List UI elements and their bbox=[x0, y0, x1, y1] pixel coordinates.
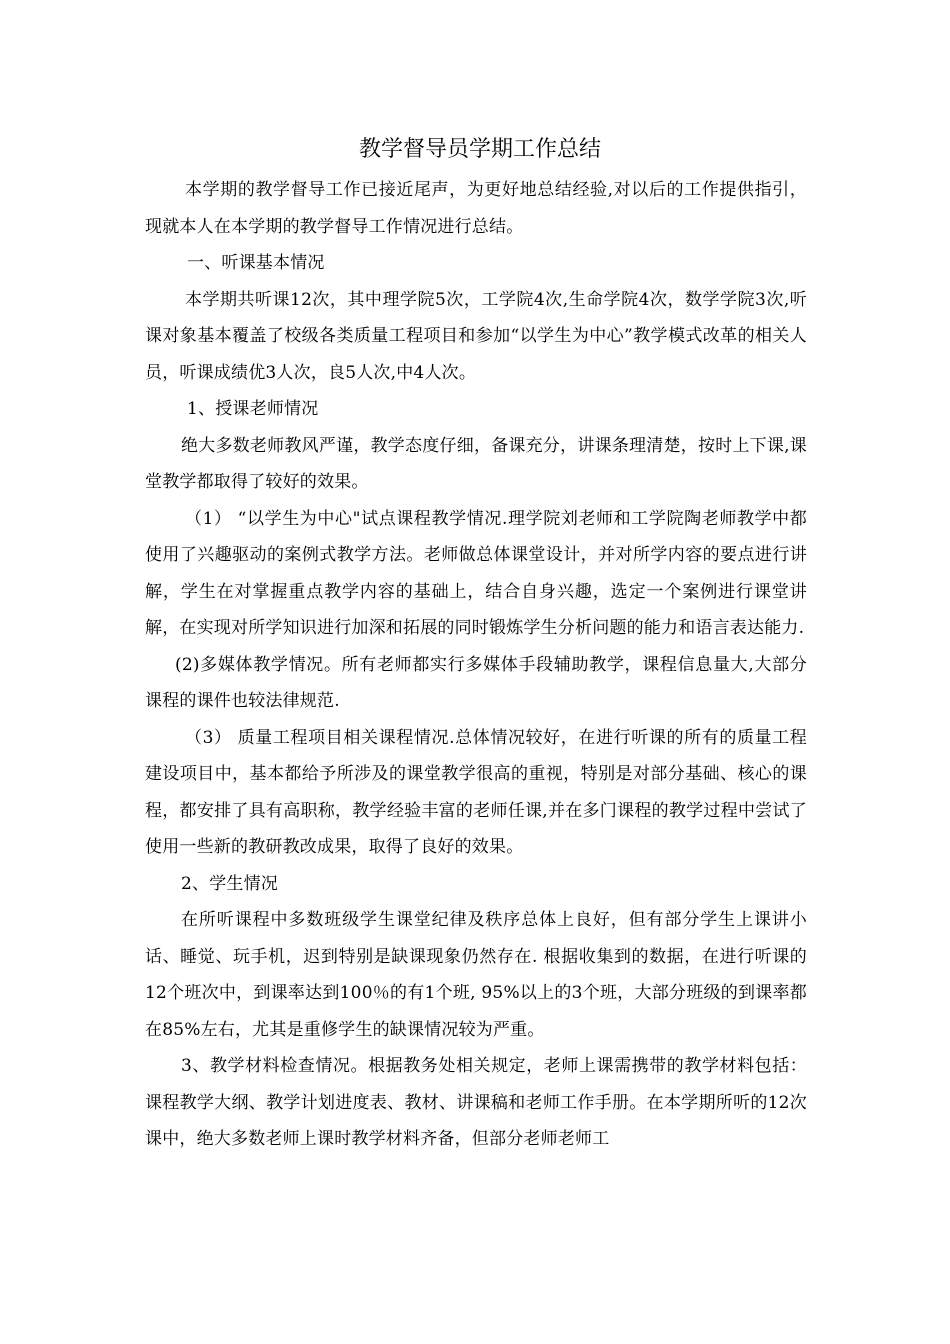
subheading-student-situation: 2、学生情况 bbox=[181, 873, 279, 894]
student-situation-paragraph: 在所听课程中多数班级学生课堂纪律及秩序总体上良好，但有部分学生上课讲小话、睡觉、玩手机，迟到特别是缺课现象仍然存在. 根据收集到的数据，在进行听课的12个班次中，到课率达到100％的有1个班, 95%以上的3个班，大部分班级的到课率都在85%左右，尤其是重修学生的缺课情况较为严重。 bbox=[145, 910, 807, 1040]
document-title: 教学督导员学期工作总结 bbox=[358, 137, 601, 162]
section-heading-lecture-overview: 一、听课基本情况 bbox=[187, 253, 325, 273]
multimedia-paragraph: (2)多媒体教学情况。所有老师都实行多媒体手段辅助教学，课程信息量大,大部分课程的课件也较法律规范. bbox=[145, 654, 807, 711]
quality-project-paragraph: （3） 质量工程项目相关课程情况.总体情况较好，在进行听课的所有的质量工程建设项目中，基本都给予所涉及的课堂教学很高的重视，特别是对部分基础、核心的课程，都安排了具有高职称，教学经验丰富的老师任课,并在多门课程的教学过程中尝试了使用一些新的教研教改成果，取得了良好的效果。 bbox=[145, 727, 807, 857]
teacher-situation-paragraph: 绝大多数老师教风严谨，教学态度仔细，备课充分，讲课条理清楚，按时上下课,课堂教学都取得了较好的效果。 bbox=[145, 435, 807, 492]
document-body bbox=[145, 128, 807, 1158]
intro-paragraph: 本学期的教学督导工作已接近尾声，为更好地总结经验,对以后的工作提供指引，现就本人在本学期的教学督导工作情况进行总结。 bbox=[145, 180, 807, 237]
subheading-teacher-situation: 1、授课老师情况 bbox=[187, 399, 319, 419]
student-centered-paragraph: （1） “以学生为中心"试点课程教学情况.理学院刘老师和工学院陶老师教学中都使用了兴趣驱动的案例式教学方法。老师做总体课堂设计，并对所学内容的要点进行讲解，学生在对掌握重点教学内容的基础上，结合自身兴趣，选定一个案例进行课堂讲解，在实现对所学知识进行加深和拓展的同时锻炼学生分析问题的能力和语言表达能力. bbox=[145, 508, 807, 638]
lecture-overview-paragraph: 本学期共听课12次，其中理学院5次，工学院4次,生命学院4次，数学学院3次,听课对象基本覆盖了校级各类质量工程项目和参加“以学生为中心”教学模式改革的相关人员，听课成绩优3人次，良5人次,中4人次。 bbox=[145, 289, 807, 383]
teaching-materials-paragraph: 3、教学材料检查情况。根据教务处相关规定，老师上课需携带的教学材料包括：课程教学大纲、教学计划进度表、教材、讲课稿和老师工作手册。在本学期所听的12次课中，绝大多数老师上课时教学材料齐备，但部分老师老师工 bbox=[145, 1056, 807, 1149]
